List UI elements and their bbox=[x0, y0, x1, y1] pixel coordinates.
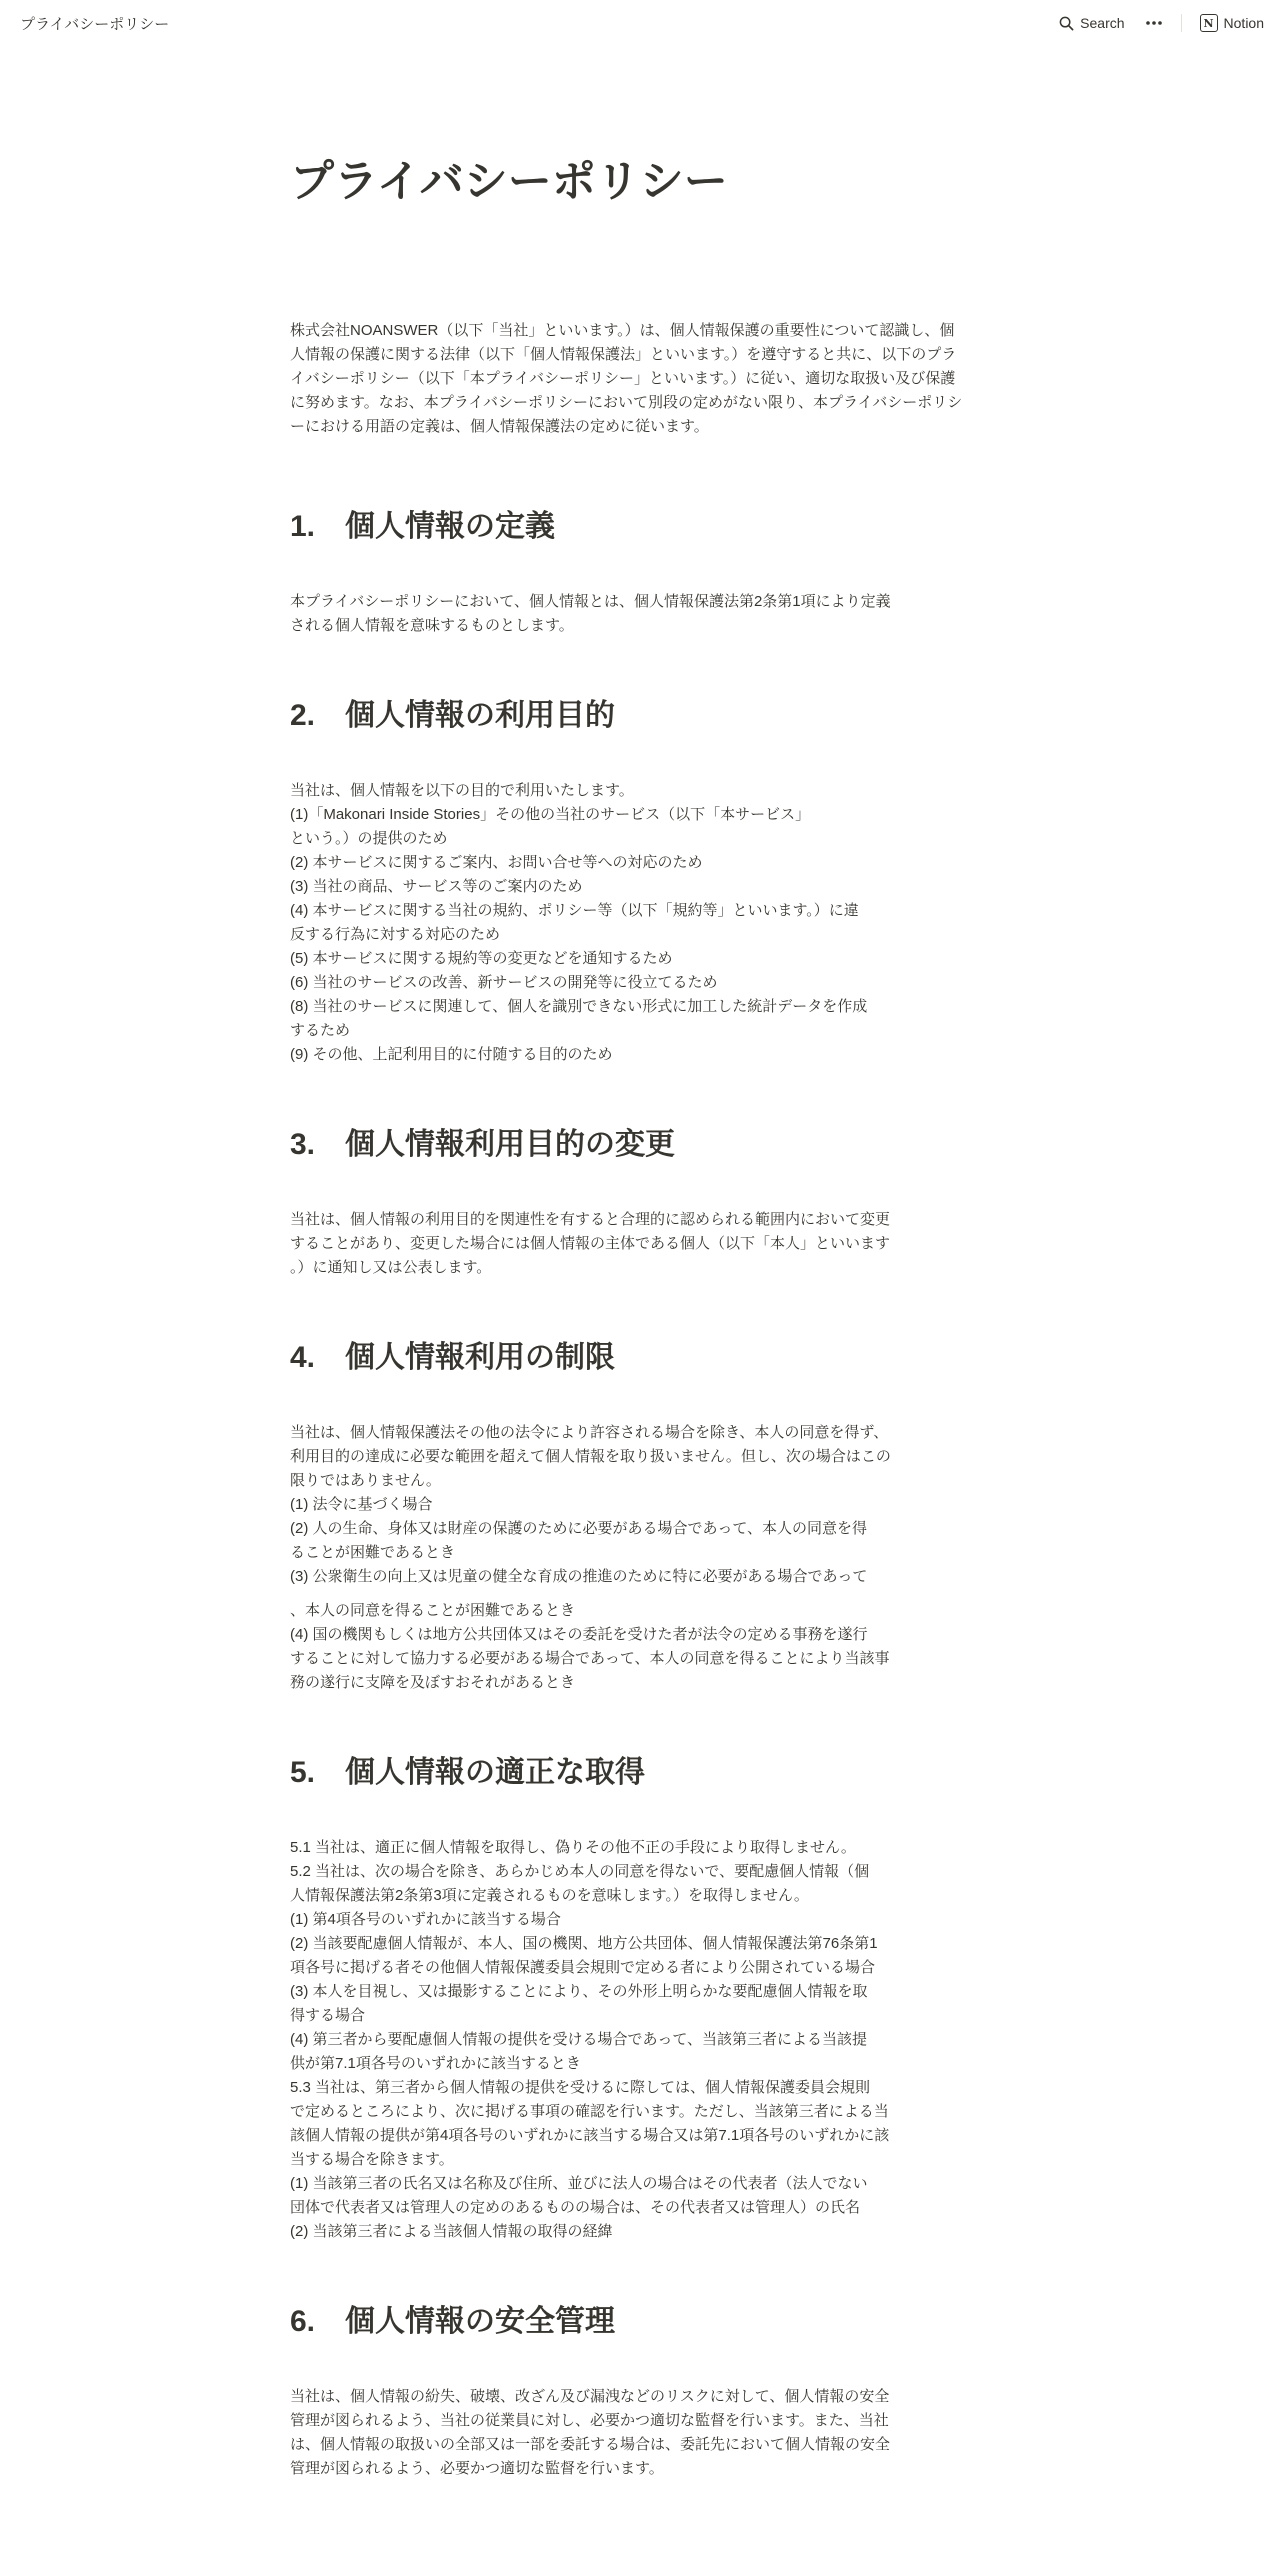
text-line: (2) 当該要配慮個人情報が、本人、国の機関、地方公共団体、個人情報保護法第76条第1 bbox=[290, 1934, 878, 1952]
text-line: 得する場合 bbox=[290, 2006, 366, 2024]
section-6 bbox=[290, 2302, 970, 2481]
text-line: 管理が図られるよう、当社の従業員に対し、必要かつ適切な監督を行います。また、当社 bbox=[290, 2411, 889, 2429]
text-line: (9) その他、上記利用目的に付随する目的のため bbox=[290, 1045, 613, 1063]
text-line: (4) 国の機関もしくは地方公共団体又はその委託を受けた者が法令の定める事務を遂行 bbox=[290, 1625, 868, 1643]
text-line: 当社は、個人情報の紛失、破壊、改ざん及び漏洩などのリスクに対して、個人情報の安全 bbox=[290, 2387, 890, 2405]
text-line: 。）に通知し又は公表します。 bbox=[290, 1258, 492, 1276]
text-line: 当する場合を除きます。 bbox=[290, 2150, 454, 2168]
text-line: 反する行為に対する対応のため bbox=[290, 925, 501, 943]
text-line: 利用目的の達成に必要な範囲を超えて個人情報を取り扱いません。但し、次の場合はこの bbox=[290, 1447, 891, 1465]
section-4 bbox=[290, 1338, 970, 1695]
text-line: (4) 第三者から要配慮個人情報の提供を受ける場合であって、当該第三者による当該提 bbox=[290, 2030, 868, 2048]
text-line: 5.3 当社は、第三者から個人情報の提供を受けるに際しては、個人情報保護委員会規則 bbox=[290, 2078, 871, 2096]
text-line: 当社は、個人情報の利用目的を関連性を有すると合理的に認められる範囲内において変更 bbox=[290, 1210, 891, 1228]
section-heading: 4. 個人情報利用の制限 bbox=[290, 1340, 616, 1374]
text-line: (3) 公衆衛生の向上又は児童の健全な育成の推進のために特に必要がある場合であって bbox=[290, 1567, 868, 1585]
text-line: (1) 法令に基づく場合 bbox=[290, 1495, 433, 1513]
section-body bbox=[290, 2385, 970, 2481]
search-button[interactable] bbox=[1051, 9, 1132, 37]
text-line: (4) 本サービスに関する当社の規約、ポリシー等（以下「規約等」といいます。）に違 bbox=[290, 901, 859, 919]
section-heading: 2. 個人情報の利用目的 bbox=[290, 698, 616, 732]
text-line: (6) 当社のサービスの改善、新サービスの開発等に役立てるため bbox=[290, 973, 718, 991]
text-line: (8) 当社のサービスに関連して、個人を識別できない形式に加工した統計データを作成 bbox=[290, 997, 868, 1015]
text-line: するため bbox=[290, 1021, 351, 1039]
section-heading: 1. 個人情報の定義 bbox=[290, 509, 556, 543]
text-line: 、本人の同意を得ることが困難であるとき bbox=[290, 1601, 576, 1619]
section-heading: 3. 個人情報利用目的の変更 bbox=[290, 1127, 676, 1161]
notion-link[interactable] bbox=[1192, 9, 1272, 37]
section-3 bbox=[290, 1125, 970, 1280]
sections bbox=[290, 507, 970, 2481]
intro-paragraph: 株式会社NOANSWER（以下「当社」といいます。）は、個人情報保護の重要性について認識し、個人情報の保護に関する法律（以下「個人情報保護法」といいます。）を遵守すると共に、以下のプライバシーポリシー（以下「本プライバシーポリシー」といいます。）に従い、適切な取扱い及び保護に努めます。なお、本プライバシーポリシーにおいて別段の定めがない限り、本プライバシーポリシーにおける用語の定義は、個人情報保護法の定めに従います。 bbox=[290, 321, 963, 435]
text-line: (1) 当該第三者の氏名又は名称及び住所、並びに法人の場合はその代表者（法人でない bbox=[290, 2174, 868, 2192]
text-line: (3) 当社の商品、サービス等のご案内のため bbox=[290, 877, 583, 895]
text-line: (2) 当該第三者による当該個人情報の取得の経緯 bbox=[290, 2222, 613, 2240]
text-line: (2) 人の生命、身体又は財産の保護のために必要がある場合であって、本人の同意を得 bbox=[290, 1519, 868, 1537]
section-1 bbox=[290, 507, 970, 638]
text-line: 当社は、個人情報保護法その他の法令により許容される場合を除き、本人の同意を得ず、 bbox=[290, 1423, 889, 1441]
text-line: することがあり、変更した場合には個人情報の主体である個人（以下「本人」といいます bbox=[290, 1234, 891, 1252]
text-line: という。）の提供のため bbox=[290, 829, 448, 847]
text-line: 該個人情報の提供が第4項各号のいずれかに該当する場合又は第7.1項各号のいずれかに該 bbox=[290, 2126, 890, 2144]
text-line: 人情報保護法第2条第3項に定義されるものを意味します。）を取得しません。 bbox=[290, 1886, 809, 1904]
page-content bbox=[290, 140, 970, 2481]
text-line: ることが困難であるとき bbox=[290, 1543, 456, 1561]
text-line: 供が第7.1項各号のいずれかに該当するとき bbox=[290, 2054, 581, 2072]
section-heading: 6. 個人情報の安全管理 bbox=[290, 2304, 616, 2338]
breadcrumb[interactable]: プライバシーポリシー bbox=[20, 15, 170, 33]
section-2 bbox=[290, 696, 970, 1067]
text-line: 本プライバシーポリシーにおいて、個人情報とは、個人情報保護法第2条第1項により定義 bbox=[290, 592, 891, 610]
page-title: プライバシーポリシー bbox=[290, 157, 728, 206]
text-line: 管理が図られるよう、必要かつ適切な監督を行います。 bbox=[290, 2459, 664, 2477]
text-line: 務の遂行に支障を及ぼすおそれがあるとき bbox=[290, 1673, 576, 1691]
notion-icon: N bbox=[1200, 14, 1218, 32]
text-line: 5.2 当社は、次の場合を除き、あらかじめ本人の同意を得ないで、要配慮個人情報（個 bbox=[290, 1862, 870, 1880]
text-line: (3) 本人を目視し、又は撮影することにより、その外形上明らかな要配慮個人情報を取 bbox=[290, 1982, 868, 2000]
section-body bbox=[290, 590, 970, 638]
more-horizontal-icon bbox=[1145, 20, 1163, 26]
section-heading: 5. 個人情報の適正な取得 bbox=[290, 1755, 646, 1789]
text-line: 団体で代表者又は管理人の定めのあるものの場合は、その代表者又は管理人）の氏名 bbox=[290, 2198, 861, 2216]
text-line: される個人情報を意味するものとします。 bbox=[290, 616, 574, 634]
topbar bbox=[0, 0, 1284, 46]
more-options-button[interactable] bbox=[1137, 9, 1171, 37]
text-line: 限りではありません。 bbox=[290, 1471, 441, 1489]
section-body bbox=[290, 779, 970, 1067]
text-line: (1) 第4項各号のいずれかに該当する場合 bbox=[290, 1910, 561, 1928]
text-line: 項各号に掲げる者その他個人情報保護委員会規則で定める者により公開されている場合 bbox=[290, 1958, 876, 1976]
section-body bbox=[290, 1836, 970, 2244]
text-line: (5) 本サービスに関する規約等の変更などを通知するため bbox=[290, 949, 673, 967]
search-icon bbox=[1059, 16, 1074, 31]
text-line: 5.1 当社は、適正に個人情報を取得し、偽りその他不正の手段により取得しません。 bbox=[290, 1838, 856, 1856]
topbar-actions bbox=[1051, 9, 1272, 37]
text-line: (1)「Makonari Inside Stories」その他の当社のサービス（以下「本サービス」 bbox=[290, 805, 811, 823]
text-line: (2) 本サービスに関するご案内、お問い合せ等への対応のため bbox=[290, 853, 703, 871]
section-5 bbox=[290, 1753, 970, 2244]
intro-block bbox=[290, 319, 970, 439]
text-line: することに対して協力する必要がある場合であって、本人の同意を得ることにより当該事 bbox=[290, 1649, 890, 1667]
text-line: で定めるところにより、次に掲げる事項の確認を行います。ただし、当該第三者による当 bbox=[290, 2102, 889, 2120]
section-body bbox=[290, 1421, 970, 1695]
section-body bbox=[290, 1208, 970, 1280]
text-line: は、個人情報の取扱いの全部又は一部を委託する場合は、委託先において個人情報の安全 bbox=[290, 2435, 891, 2453]
text-line: 当社は、個人情報を以下の目的で利用いたします。 bbox=[290, 781, 634, 799]
topbar-divider bbox=[1181, 14, 1182, 32]
search-label: Search bbox=[1080, 15, 1125, 31]
notion-label: Notion bbox=[1223, 15, 1264, 31]
